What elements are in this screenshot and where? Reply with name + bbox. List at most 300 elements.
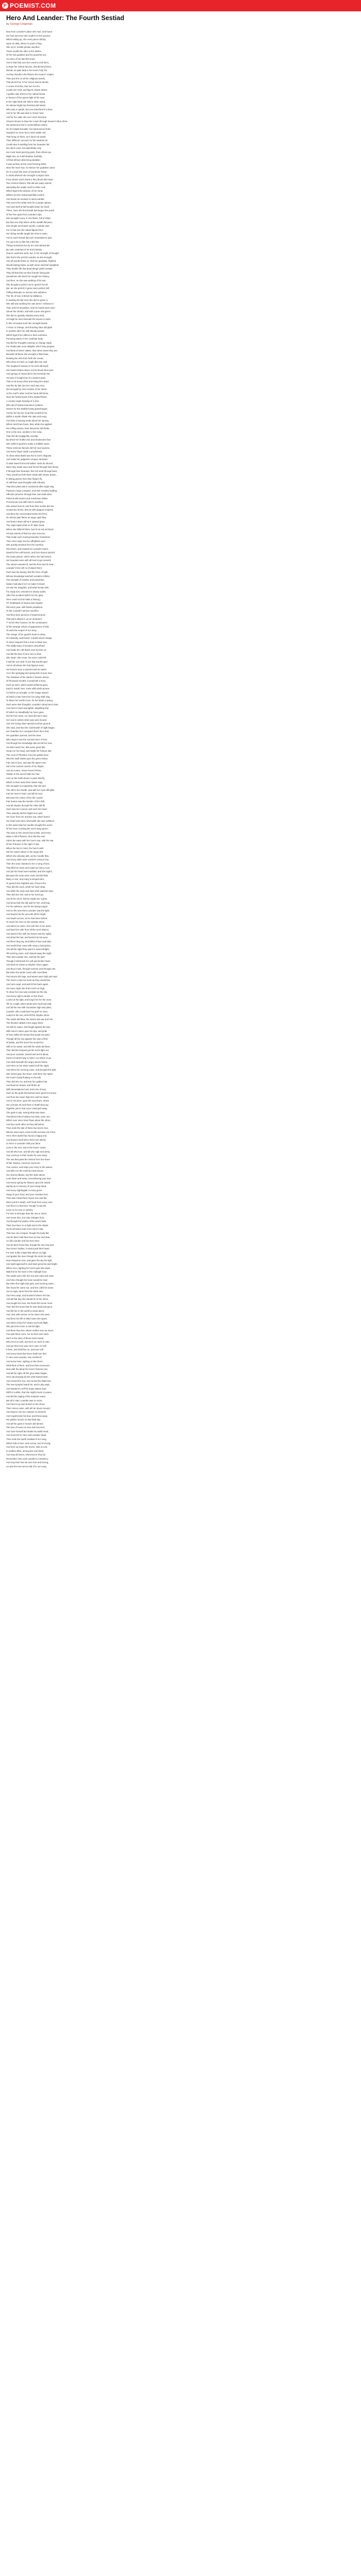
poem-line: And by her lay her scrip that nourish'd her.: [6, 411, 48, 414]
poem-line: She wrought so exquisitely, that she tied: [6, 785, 46, 788]
poem-line: The wildly ways of wonders unworthied: [6, 645, 45, 648]
poem-line: They kill that feel not their friends' living pain.: [6, 271, 51, 274]
poem-line: And every lover, sighing on the shore,: [6, 1360, 43, 1363]
poem-line: For his embrace, and for his loving tongue.: [6, 905, 48, 908]
poem-line: There, since the first breath that begun the wrack: [6, 209, 55, 212]
poem-line: The seas to him seem'd but a lake, and every: [6, 831, 51, 834]
poem-line: Upon an altar, where in youth of day: [6, 42, 42, 45]
poem-line: And let them know that, though the sea may part: [6, 1243, 54, 1246]
poem-line: Would staring haste, as with some mischief sprighted;: [6, 263, 59, 266]
poem-line: Yet no reply came from the silent sea,: [6, 1290, 43, 1293]
poem-line: Then put she on all her religious weeds,: [6, 77, 45, 80]
poem-line: In honour of the queen-light of the east.: [6, 96, 45, 99]
poem-line: And all Abydos through the cities did fill,: [6, 804, 45, 807]
poem-line: All that all-love-deserving paradise:: [6, 159, 41, 162]
poem-line: Their love lives on in light and in the shade.: [6, 1224, 49, 1227]
poem-line: Though all the sea against him was a field: [6, 1037, 48, 1040]
poem-line: The thunder rattled in the angry skies;: [6, 1022, 44, 1025]
poem-line: When she inflam'd them, burn'd as red as blood;: [6, 528, 54, 531]
poem-line: Whose knowledge teacheth wonders infinite,: [6, 574, 51, 578]
poem-line: For in that sea she naked figured him;: [6, 228, 44, 231]
poem-line: Her plenteous hair in curled billows swims: [6, 124, 47, 127]
poem-line: Till morning came, and chased away the night.: [6, 952, 52, 955]
poem-line: The odours sweeten'd, and the fires burn'd clear,: [6, 563, 54, 566]
poem-line: Not wrought by mere instinct of her intent.: [6, 388, 47, 391]
poem-line: To have eloquent fruit a man to blind men,: [6, 640, 48, 643]
poem-line: Where lurk'd two foxes, that, while she applied: [6, 423, 52, 426]
poem-line: They double life that dead things' griefs sustain;: [6, 267, 53, 270]
poem-line: Thus was it that these lovers true and fair: [6, 1197, 47, 1200]
poem-line: Drawing his nets from forth the ocean;: [6, 357, 44, 360]
poem-line: Nor did it cover, but adumbrate only: [6, 147, 41, 150]
poem-line: And cursed the sea, and cursed the fatal hour.: [6, 1379, 52, 1382]
poem-line: Watch'd for her lover in the midnight hour.: [6, 1270, 47, 1274]
poem-line: And stood not resolute to wed Leander;: [6, 197, 45, 200]
poem-line: Their different concord; for the weakest air: [6, 139, 48, 142]
poem-line: And think of wives' states, than when wives they are.: [6, 349, 58, 352]
poem-line: Still for a while, that she might mourn in peace,: [6, 1391, 53, 1394]
poem-line: Which tells of love, and sorrow, and of wrong;: [6, 1442, 51, 1445]
poem-line: These ominous fancies did her soul express,: [6, 446, 51, 449]
poem-line: And there her life in bitter tears she spent.: [6, 1317, 47, 1320]
poem-line: As relics of her late-felt union;: [6, 57, 36, 60]
poem-line: Which figur'd her affects in their extremes,: [6, 333, 48, 336]
poem-line: She found he came not, and she call'd his name.: [6, 1286, 54, 1289]
poem-line: And all that day she wander'd on the shore,: [6, 1298, 49, 1301]
poem-line: Two crimson flames, that did two ways extend,: [6, 182, 52, 185]
poem-line: And, sick with sorrow, to her tower she went,: [6, 1313, 50, 1316]
poem-line: Into her lover's heart, and all his soul: [6, 792, 42, 795]
poem-line: Her beauties were with all love's joys renew'd;: [6, 559, 52, 562]
poem-line: Sometimes she fear'd he sought her infamy;: [6, 275, 50, 278]
poem-line: And warm'd him with her kisses and her sighs,: [6, 932, 52, 935]
poem-line: Near the sea's hue, for thence her goddess came:: [6, 166, 56, 170]
poem-line: Her trifling snares, their thieveries did divide,: [6, 427, 50, 430]
poem-line: Beneath all these she wrought a fisherman,: [6, 353, 49, 356]
poem-line: Then did she know that he was dead and gone,: [6, 1306, 53, 1309]
poem-line: On her bright shoulder: her harmonious limbs: [6, 127, 51, 130]
poem-line: And make her judgment conquer destinies.: [6, 458, 48, 461]
poem-line: On whose pale flame an angry spirit flew,: [6, 516, 47, 519]
poem-line: And every night Leander on the shore: [6, 994, 43, 997]
poem-line: To show her love was constant as the sky;: [6, 991, 48, 994]
poem-line: When the hero's mind, the hero's wish: [6, 846, 44, 850]
poem-line: O what sweet forms fair ladies' souls do shroud,: [6, 462, 54, 465]
poem-line: O Hero! O Leander! Still your fame: [6, 1142, 41, 1145]
poem-line: In this sweet tale her needle wrought the scene: [6, 823, 53, 826]
poem-line: And dried his hair, and look'd into his eyes.: [6, 936, 48, 939]
poem-line: Of which so steadfastly her lover gave,: [6, 710, 44, 714]
poem-line: Who wept to see the sorrows born of love;: [6, 738, 48, 741]
poem-line: As was the love we've told of in our song.: [6, 1465, 47, 1468]
poem-line: Look'd at the light, and long'd for her the more.: [6, 998, 52, 1002]
poem-line: Art was her daughter, and what human wits: [6, 586, 49, 589]
poem-line: The toughen'd sinews in his neck did swell;: [6, 365, 49, 368]
poem-container: [6, 14, 355, 1468]
poem-line: And, as the turtle-doves in pairs that fly,: [6, 777, 45, 779]
poem-line: His inward strains drave out his blood-shot eyes,: [6, 368, 54, 371]
poem-line: And all the sea with mountains high was piled,: [6, 1006, 52, 1009]
poem-line: The sea-nymphs heard her, and in pity wept,: [6, 1383, 50, 1386]
poem-line: Such as the gods themselves were griev'd to know;: [6, 1092, 57, 1095]
poem-line: And in her life was dear in Venus' love;: [6, 112, 44, 115]
poem-line: To show what death was hid in love's disguise,: [6, 454, 52, 457]
poem-line: Hero could not but make a history),: [6, 598, 41, 601]
poem-line: Hid her sweet nature in the angry fish.: [6, 851, 44, 854]
poem-line: And all who love, and all who sigh and weep,: [6, 1150, 51, 1153]
poem-line: The loss of lovers so true and innocent;: [6, 1426, 45, 1429]
poem-line: Snares for the stubble-loving grasshopper,: [6, 408, 48, 411]
poem-line: Unsavoury fumes, that air with plagues inspired;: [6, 509, 54, 512]
poem-line: And yet their love was not in vain, for still: [6, 1344, 46, 1347]
poem-line: But when the winter came with cruel blast,: [6, 971, 48, 974]
poem-line: Leap'd in the sea, and left the Abydos shore.: [6, 1014, 50, 1017]
poem-line: The sea that parts the Sestos from the shore: [6, 1158, 51, 1161]
poem-line: That, and his shoulders, and his hands were seen: [6, 306, 55, 309]
poem-line: Could ever melt, and figur'd chaste desire;: [6, 89, 48, 92]
poem-line: And tufts of waving reeds about her sprung,: [6, 419, 50, 422]
poem-line: From whose each cheek a fiery blush did chase: [6, 178, 53, 181]
poem-line: Of battle, and the storm his mortal foe;: [6, 1041, 44, 1044]
poem-line: And lit her torch, that he might see it glow,: [6, 897, 47, 900]
poem-line: The gods in pity, seeing what was done,: [6, 1111, 46, 1114]
poem-line: And every heart that loves shall ever find: [6, 1352, 46, 1355]
poem-line: Then did the tempest put the torch-light out,: [6, 1049, 50, 1052]
poem-line: And tells it to the mariners that braves: [6, 1170, 44, 1173]
poem-line: Pinion'd with stories and Arachnean ditties.: [6, 497, 48, 500]
poem-line: Like simple merchants' goods, Leander was;: [6, 225, 50, 228]
poem-line: Of her fair goddess and his powerful son,: [6, 54, 47, 57]
poem-line: It was as blue as the most freezing skies;: [6, 162, 47, 165]
poem-line: And may all lovers, wheresoe'er they be,: [6, 1453, 46, 1456]
poem-line: Near the forked point of the divided flame,: [6, 396, 47, 399]
poem-line: And let them hold their love as true and dear,: [6, 1235, 51, 1239]
poem-line: And sought her love, but found him never more.: [6, 1301, 53, 1304]
poem-line: Of Adolesby, well-heard, a dumb-struck visage,: [6, 637, 53, 640]
poem-line: And kept him safe from all the sea's alarms,: [6, 928, 50, 931]
poem-line: Within a myrtle shade she sate and sung;: [6, 415, 47, 418]
poem-line: Adorn the wave with her love's eye, with the star: [6, 839, 54, 842]
poem-line: They would set forth their minds with virtues drawn,: [6, 473, 57, 477]
poem-line: To blaze her worth's love, for her blush a spring.: [6, 699, 54, 702]
poem-line: Of her lover crossing the sea's deep green;: [6, 827, 49, 831]
poem-line: She us'd t' exhibit private sacrifice;: [6, 46, 40, 49]
poem-line: And Jove himself did shake his awful head,: [6, 1430, 49, 1433]
poem-line: And then the consecrated sticks she fired,: [6, 512, 47, 515]
poem-line: Because the seas were cruel, and did hide: [6, 874, 48, 877]
poem-line: She said, and thus the cold breath of night began.: [6, 726, 55, 729]
poem-line: By rude contempt of art and industry.: [6, 248, 43, 251]
poem-line: His golden arrows on that fatal day.: [6, 1418, 41, 1421]
poem-line: She thought to prick it out to quench her ill;: [6, 283, 48, 286]
poem-line: Thus sweetly did the bright Hero part: [6, 811, 43, 815]
poem-line: And Neptune's self his angry waters kept: [6, 1387, 46, 1390]
poem-line: She still was working her own arms t' embrace it:: [6, 302, 54, 306]
poem-line: Were join'd in death, and freed from every care;: [6, 1200, 53, 1204]
site-logo[interactable]: [2, 2, 56, 9]
poem-line: And love each other as they did before.: [6, 1123, 45, 1126]
poem-line: Two lovers' bodies, it cannot part their heart;: [6, 1247, 50, 1250]
poem-line: To work the sequel of our story,: [6, 629, 37, 632]
poem-line: And yet her heart was troubled, and she sigh'd,: [6, 870, 53, 873]
poem-line: Of which a hair fram'd for her wing shall sing,: [6, 695, 51, 698]
poem-line: And know that she did wait for him, and long: [6, 901, 50, 904]
poem-line: Which to their nests their mates espy,: [6, 781, 43, 784]
poem-line: And Hero's joy was buried on the shore.: [6, 1403, 46, 1406]
poem-line: A country virgin keeping of a vine,: [6, 399, 40, 402]
poem-line: For joy to be so like him it did live:: [6, 240, 40, 243]
poem-line: And did her thoughts running on change imply;: [6, 341, 52, 344]
poem-line: And oft would shriek so, that her guardian, frighted,: [6, 260, 57, 263]
poem-line: And for her sake she ever since that time: [6, 116, 47, 119]
poem-line: She stopt. Like a tear, her eyes could tell: [6, 656, 46, 659]
site-name: POEMIST.COM: [10, 2, 56, 9]
poem-line: To fair Leander's picture sacrifice:: [6, 609, 39, 613]
poem-line: Her stormy billows; and the stars above: [6, 1173, 45, 1176]
poem-line: With lamentations loud, and cries of woe,: [6, 1088, 47, 1091]
poem-line: She did so quaintly shadow every limb,: [6, 314, 45, 317]
poem-line: On whose bright top Peristera did stand,: [6, 104, 46, 107]
poem-line: And left her in the world to weep alone;: [6, 1309, 45, 1312]
poem-line: Trifling attempts no serious acts advance;: [6, 291, 47, 294]
poem-line: And every stitch wore sunset's crimson hue.: [6, 858, 50, 861]
poem-line: And when he came, she took him in her arms,: [6, 924, 52, 927]
poem-line: Her guardian opened, and the dove,: [6, 734, 42, 737]
poem-line: Hung o'er his head, and made her fortune late.: [6, 750, 52, 753]
poem-line: Which taking up, she every piece did lay: [6, 38, 46, 41]
poem-line: She join'd her lover in eternal light;: [6, 1325, 40, 1328]
poem-line: Which she did play with, as her needle flew,: [6, 854, 50, 857]
poem-line: Her bosom wore a sacred scarf as sweet: [6, 668, 46, 671]
poem-line: And to each thread did such resemblance give,: [6, 236, 53, 239]
poem-line: For love is stronger than the sea or storm,: [6, 1212, 47, 1215]
poem-line: Fair Hero's love, and saw the tapers rise,: [6, 761, 46, 764]
poem-line: Leander, who could bear his grief no more,: [6, 1010, 48, 1013]
poem-line: Fair Sestos saw the wonder of her skill,: [6, 800, 45, 803]
poem-line: Were they made seen and forced through their blood;: [6, 466, 59, 469]
poem-line: As did Leander and his Hero here.: [6, 1240, 40, 1243]
poem-line: Whose loves were crown'd with sorrows not a few;: [6, 1130, 56, 1133]
poem-line: Transform'd their bodies into birds, each one,: [6, 1115, 51, 1118]
poem-line: Thus ends the fourth Sestiad of our song,: [6, 1437, 47, 1440]
poem-line: The winds did blow, the waves did roar and rise,: [6, 1018, 54, 1021]
poem-line: Of fair Abydos, murmurs evermore: [6, 1162, 40, 1165]
poem-line: And Hero wept, and wonder'd where he'd be;: [6, 1294, 51, 1297]
poem-line: Of the strange virtues of appearance it held.: [6, 625, 50, 628]
poem-line: Of her fortunes in the night of war,: [6, 843, 40, 846]
poem-line: Spring up in memory of your loving hand,: [6, 1185, 47, 1188]
poem-line: A golden star shin'd in her naked breast,: [6, 92, 46, 95]
poem-line: Though it did break her soft and tender heart;: [6, 959, 51, 962]
poem-line: Of love within his breast that would not yield,: [6, 1033, 50, 1037]
poem-line: Then Hero wept; but her affrighted eyes: [6, 539, 45, 543]
poem-line: Not far from seas, nor seas did Hero save.: [6, 715, 48, 718]
poem-line: That were allow'd it, as an ornament: [6, 617, 42, 620]
poem-line: And every finger made a prophetess,: [6, 450, 43, 453]
poem-line: Who drew so hard, ye might discover well: [6, 361, 47, 364]
poem-line: It lives, and shall live on, and ever will.: [6, 1348, 44, 1351]
poem-line: Then did Leander rise, and bid her part,: [6, 956, 45, 959]
poem-line: She wrought a sea, in one flame, full of ships;: [6, 217, 51, 220]
poem-line: Did every year, with feasts propitious,: [6, 605, 43, 608]
poem-line: Nature had plac'd in it to make it known: [6, 582, 45, 585]
poem-line: His lovely picture: which when she had view'd,: [6, 555, 52, 558]
poem-line: Such was his beauty, that the force of light,: [6, 571, 48, 574]
poem-line: Who was a nymph, but now transform'd a dove,: [6, 108, 53, 111]
poem-line: And thus it is that love, though it may die,: [6, 1205, 47, 1208]
poem-line: Might see, as it did shadow, fearfully,: [6, 155, 42, 158]
poem-line: Which figur'd the division of her mind,: [6, 190, 43, 193]
poem-line: Then the seas chanted to her a song of love,: [6, 862, 51, 866]
poem-line: Things senseless live by art, and rational die: [6, 244, 50, 247]
poem-line: Affection prisoner through their own-built cities,: [6, 493, 53, 496]
poem-line: In number after her with bloody beams;: [6, 330, 45, 333]
poem-line: Your names, and sings your story to the waves,: [6, 1165, 53, 1168]
poem-line: Lives in the sea, and in the lovers' name;: [6, 1146, 46, 1149]
poem-line: She suffer'd spoil'd to make a childish snare.: [6, 442, 50, 445]
poem-line: Kept in maids' love; some wild winds pursue: [6, 687, 50, 690]
poem-line: A crown of icicles, that sun nor fire: [6, 84, 40, 88]
poem-line: And though her knowledge did not tell her how,: [6, 742, 53, 745]
poem-line: In endless bliss, among the ever-blest.: [6, 1449, 44, 1452]
poem-line: But, as she prick'd, it grew more perfect still:: [6, 287, 50, 290]
poem-line: As before ye wrought, so her image waned: [6, 691, 48, 694]
poem-line: And there they lay, and talk'd of love and bliss,: [6, 940, 52, 943]
poem-line: Such is the story of these lovers twain,: [6, 1336, 44, 1340]
poem-line: Her heart and mind, wherewith she was enflam'd.: [6, 820, 55, 823]
poem-line: The lovers could not meet as they would fain,: [6, 979, 51, 982]
poem-line: That their plied wits in numbered silks might sing: [6, 485, 54, 488]
poem-line: Of her free quiet from Leander's lips,: [6, 213, 42, 216]
poem-line: Her soul in smiles when joys were bound,: [6, 718, 47, 721]
poem-line: And though the bodies of the lovers fade,: [6, 1220, 47, 1223]
poem-line: Such were their thoughts; Leander's lamp burnt clear,: [6, 703, 59, 706]
poem-line: And Hero thought her lover would be near;: [6, 1278, 48, 1281]
poem-line: Her hair and rent robe scattr'd on the ground;: [6, 34, 51, 37]
poem-line: And back he swam to Abydos' shore again,: [6, 963, 49, 967]
poem-line: And guides the lover though the storm be nigh.: [6, 1255, 53, 1258]
site-header: [0, 0, 361, 11]
poem-line: And this by fate into her mind was sent,: [6, 384, 45, 387]
poem-line: Would, as quite fade in her love's holy fire,: [6, 69, 48, 72]
poem-title: Hero And Leander: The Fourth Sestiad: [6, 14, 124, 22]
poem-line: That love can conquer, though the body fail;: [6, 1231, 50, 1234]
poem-line: Shot his swift shafts upon the green below: [6, 757, 48, 760]
poem-line: If through their beauties, like rich work through lawn,: [6, 469, 58, 472]
poem-line: And on the sea-shore Leander saw the light,: [6, 909, 50, 912]
poem-line: And all the night they spent in sweet delight,: [6, 948, 50, 951]
poem-line: Now with the lamp the lovers' fortunes ran,: [6, 1368, 48, 1371]
poem-line: Her lover's body floating on the tide.: [6, 1076, 42, 1079]
poem-line: And beat her breast, and fill the air: [6, 1084, 40, 1087]
poem-line: Scarce could she work, but, in her strength of thought,: [6, 252, 59, 255]
poem-line: So let all lovers learn from Hero's tale,: [6, 1228, 44, 1231]
poem-line: The fire of love is blown by dalliance.: [6, 295, 43, 298]
poem-line: Hid in the sacred coverts of her thighs;: [6, 765, 44, 768]
poem-line: And wept to see her votaries so drown'd;: [6, 1411, 46, 1414]
poem-line: The silk to her breath, and with her eyes did glide: [6, 788, 55, 791]
poem-line: After this accident (which for her glory: [6, 594, 43, 597]
poem-line: Who lov'd so well, and lov'd so much in vain;: [6, 1341, 50, 1344]
poem-line: Sustain'd no more but a most subtle veil,: [6, 131, 46, 134]
poem-line: The winds were still, the sea was calm and clear,: [6, 1275, 54, 1277]
poem-line: Wave a hill of flowers; thus did she ever: [6, 835, 45, 838]
poem-line: Thus ends the tale of these two lovers true,: [6, 1127, 49, 1130]
poem-line: Can part them more, nor do their love harm.: [6, 1333, 50, 1336]
poem-line: Search'd her soft bosom, and from thence pluck'd: [6, 551, 55, 554]
poem-line: She fear'd she prick'd Leander as she wrought,: [6, 256, 53, 259]
poem-line: For maids take more delights, when they prepare,: [6, 345, 55, 348]
poem-line: To quench the brightest star of love's fire.: [6, 882, 47, 885]
poem-line: Could raise it swelling from her beauties fair;: [6, 143, 50, 146]
poem-body: [6, 30, 355, 1468]
poem-line: And when the morning came, and brought the light,: [6, 1069, 57, 1072]
poem-line: Yet did it teach her, that some great fate: [6, 745, 45, 749]
poem-line: Still on he swam, and still the winds did blow.: [6, 1045, 51, 1048]
poem-line: And they were persons of especial price: [6, 614, 46, 617]
poem-line: Spreading the ample scarf to either end;: [6, 185, 46, 189]
poem-line: Then did she cry, and tear her golden hair,: [6, 1080, 48, 1083]
poem-line: And storms did rage, and waves were high and vast,: [6, 975, 58, 978]
poem-line: T' enrich their houses, for the continuance: [6, 621, 47, 624]
poem-line: Her most heart-piercing parts, that a blest eye: [6, 150, 52, 154]
poem-line: The virgin tapers that on th' altar stood,: [6, 524, 45, 527]
poem-line: Her diving needle taught him how to swim,: [6, 232, 48, 235]
poem-line: Then Venus came, with all her doves around,: [6, 1406, 51, 1410]
poem-line: And bid the raging of the tempest cease.: [6, 1395, 46, 1398]
poem-line: She quickly wrested from the sacrifice,: [6, 544, 44, 547]
poem-line: Her lover from her and the sea, which fram'd: [6, 816, 50, 819]
poem-line: By which her fruitful vine and wholesome fare: [6, 438, 51, 442]
poem-line: And made her raft thank Jove by time on: [6, 648, 46, 651]
poem-line: Together join'd, that none could part away.: [6, 1107, 48, 1110]
poem-line: For study lost, entomb'd in drossy spirits.: [6, 590, 46, 593]
poem-line: And Hero on her tower watch'd all the night,: [6, 1064, 50, 1067]
poem-line: The shadows of the saints in heaven above.: [6, 675, 50, 679]
poem-line: This serv'd her white neck for a purple sphere,: [6, 201, 52, 205]
author-link[interactable]: George Chapman: [10, 23, 33, 26]
poem-line: Sings of your story, and your constant love.: [6, 1193, 49, 1196]
poem-line: Till on a night, when winds were loud and wild,: [6, 1002, 52, 1005]
poem-line: In working his fair neck she did so grace it,: [6, 298, 48, 301]
poem-line: Now Hesperus rose, and gave the sky his light,: [6, 1259, 53, 1262]
poem-line: Lives on for ever in eternity.: [6, 1208, 34, 1211]
poem-line: In this conceited scarf she wrought beside: [6, 322, 48, 325]
poem-line: And while the seas and stars their watches kept.: [6, 889, 54, 892]
poem-line: And Hero wept, and wish'd him back again.: [6, 982, 49, 986]
poem-line: To reach his Hero on the Sestian shore.: [6, 921, 45, 924]
poem-line: Then did she rise, and to her turret go,: [6, 893, 44, 896]
poem-line: Such was her conceit, and such her heart.: [6, 808, 48, 811]
poem-line: Who did of hollow bulrushes combine: [6, 403, 43, 406]
poem-line: For love is like a light that shines on high,: [6, 1251, 47, 1254]
poem-line: And may their love be ever true and strong,: [6, 1461, 49, 1464]
poem-line: In midst whereof she wrought a virgin's face,: [6, 174, 50, 177]
poem-line: And springs of sweat did in his forehead rise;: [6, 372, 51, 376]
poem-line: And all the gods in heaven did lament: [6, 1422, 43, 1425]
poem-line: One to the vine, another to her scrip,: [6, 431, 42, 434]
byline-prefix: by: [6, 23, 9, 26]
poem-line: Th' inhabitants of Sestos and Abydos: [6, 602, 43, 605]
poem-line: And in all virtues the holy figures meet,: [6, 664, 44, 667]
poem-line: As they should in the flames she meant t' inspire.: [6, 73, 55, 76]
poem-line: Choos'd doves to draw her coach through heaven's blue clime.: [6, 120, 68, 123]
poem-line: And all the night, till the grey dawn began,: [6, 1371, 47, 1375]
poem-line: Yet in their death they found a happy end,: [6, 1134, 47, 1138]
poem-line: Thus did she work, while her lover slept,: [6, 886, 46, 889]
poem-line: And mourn'd for Hero and Leander dead.: [6, 1434, 47, 1437]
poem-line: The ensign of her guard's heart to show,: [6, 633, 46, 636]
